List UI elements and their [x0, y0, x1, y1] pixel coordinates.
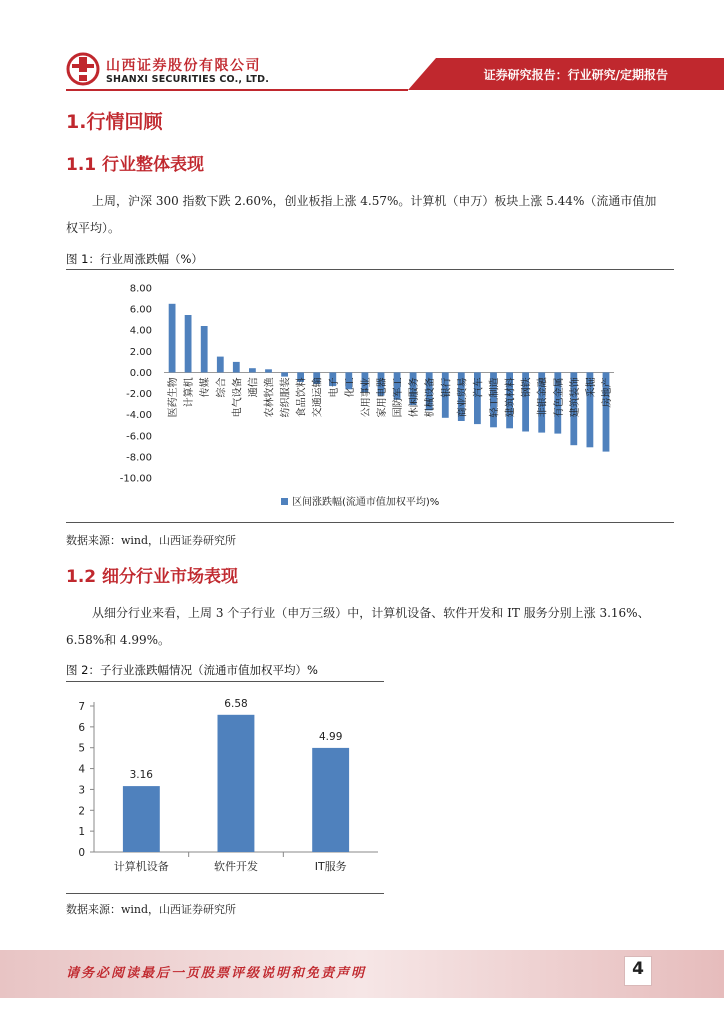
chart1-legend-label: 区间涨跌幅(流通市值加权平均)%: [292, 497, 440, 508]
chart1-xlabel-1: 计算机: [184, 377, 196, 408]
footer-disclaimer: 请务必阅读最后一页股票评级说明和免责声明: [66, 966, 367, 981]
chart1-bar-6: [265, 369, 272, 372]
figure1-title: 图 1：行业周涨跌幅（%）: [66, 252, 203, 266]
chart1-xlabel-12: 公用事业: [360, 377, 372, 418]
company-name-cn: 山西证券股份有限公司: [106, 58, 261, 74]
chart1-xlabel-21: 建筑材料: [505, 377, 517, 418]
figure1-chart: [66, 272, 674, 522]
chart1-xlabel-22: 钢铁: [521, 377, 533, 398]
chart1-xlabel-15: 休闲服务: [409, 377, 421, 418]
figure1-bottom-rule: [66, 522, 674, 523]
chart1-bar-1: [185, 315, 192, 372]
chart1-xlabel-7: 纺织服装: [280, 377, 292, 418]
chart1-ytick-9: -10.00: [119, 473, 152, 485]
figure1-top-rule: [66, 269, 674, 270]
chart2-bar-0: [123, 786, 160, 852]
chart1-xlabel-5: 通信: [248, 377, 260, 398]
chart1-ytick-8: -8.00: [126, 452, 152, 464]
chart2-bar-2: [312, 748, 349, 852]
chart1-xlabel-27: 房地产: [602, 377, 614, 408]
chart2-value-label-1: 6.58: [224, 697, 248, 710]
chart1-xlabel-3: 综合: [216, 377, 228, 398]
paragraph-1-1: 上周，沪深 300 指数下跌 2.60%，创业板指上涨 4.57%。计算机（申万）板块上涨 5.44%（流通市值加权平均）。: [66, 194, 657, 235]
figure2-top-rule: [66, 681, 384, 682]
chart2-ytick-0: 0: [78, 847, 85, 859]
chart1-xlabel-9: 交通运输: [312, 377, 324, 418]
chart1-ytick-6: -4.00: [126, 410, 152, 422]
chart2-xlabel-1: 软件开发: [214, 860, 258, 873]
chart1-bar-0: [169, 304, 176, 373]
figure2-title: 图 2：子行业涨跌幅情况（流通市值加权平均）%: [66, 663, 318, 677]
chart2-xlabel-0: 计算机设备: [113, 860, 169, 873]
chart2-ytick-1: 1: [78, 826, 85, 839]
chart1-ytick-5: -2.00: [126, 389, 152, 401]
chart1-xlabel-25: 建筑装饰: [569, 377, 581, 418]
chart1-xlabel-19: 汽车: [473, 377, 485, 398]
chart1-xlabel-24: 有色金属: [553, 377, 565, 418]
chart2-ytick-3: 3: [78, 784, 85, 797]
chart1-ytick-4: 0.00: [129, 367, 152, 379]
chart1-xlabel-0: 医药生物: [168, 377, 180, 418]
chart1-ytick-2: 4.00: [129, 325, 152, 337]
page-number: 4: [632, 959, 644, 979]
chart2-ytick-5: 5: [78, 742, 85, 755]
chart2-ytick-4: 4: [78, 763, 85, 776]
chart1-ytick-7: -6.00: [126, 431, 152, 443]
figure1-source: 数据来源：wind，山西证券研究所: [66, 534, 237, 547]
chart2-value-label-2: 4.99: [319, 730, 343, 743]
chart1-bar-5: [249, 368, 256, 372]
chart1-bar-4: [233, 362, 240, 373]
chart1-ytick-0: 8.00: [129, 283, 152, 295]
chart1-bar-2: [201, 326, 208, 372]
chart2-ytick-7: 7: [78, 701, 85, 713]
chart1-xlabel-14: 国防军工: [393, 377, 405, 418]
figure2-source: 数据来源：wind，山西证券研究所: [66, 903, 237, 916]
chart2-xlabel-2: IT服务: [314, 860, 347, 873]
chart2-ytick-6: 6: [78, 721, 85, 734]
chart2-value-label-0: 3.16: [129, 769, 153, 782]
report-tag: 证券研究报告：行业研究/定期报告: [483, 68, 668, 82]
chart1-ytick-3: 2.00: [129, 346, 152, 358]
chart1-bar-3: [217, 357, 224, 373]
chart1-xlabel-10: 电子: [328, 377, 340, 398]
chart1-xlabel-6: 农林牧渔: [264, 377, 276, 418]
chart2-bar-1: [218, 715, 255, 852]
chart1-xlabel-26: 采掘: [585, 377, 597, 398]
section-heading-1-2: 1.2 细分行业市场表现: [66, 567, 239, 587]
chart1-xlabel-13: 家用电器: [377, 377, 389, 418]
chart1-xlabel-23: 非银金融: [537, 377, 549, 418]
chart1-xlabel-17: 银行: [441, 377, 453, 398]
header-band: [0, 0, 724, 100]
chart1-legend-swatch: [281, 498, 288, 505]
figure2-chart: [66, 684, 384, 892]
figure2-bottom-rule: [66, 893, 384, 894]
section-heading-1: 1.行情回顾: [66, 111, 163, 133]
chart2-ytick-2: 2: [78, 805, 85, 818]
chart1-bar-7: [281, 372, 288, 376]
company-name-en: SHANXI SECURITIES CO., LTD.: [106, 74, 270, 85]
chart1-xlabel-4: 电气设备: [232, 377, 244, 418]
page-header: [0, 0, 724, 100]
paragraph-1-2: 从细分行业来看，上周 3 个子行业（申万三级）中，计算机设备、软件开发和 IT 服务分别上涨 3.16%、6.58%和 4.99%。: [66, 606, 650, 647]
chart1-ytick-1: 6.00: [129, 304, 152, 316]
chart1-xlabel-2: 传媒: [200, 377, 212, 398]
chart1-xlabel-18: 商业贸易: [457, 377, 469, 418]
chart1-xlabel-16: 机械设备: [425, 377, 437, 418]
section-heading-1-1: 1.1 行业整体表现: [66, 155, 205, 175]
company-logo-icon: [66, 52, 100, 86]
chart1-xlabel-20: 轻工制造: [489, 377, 501, 418]
chart1-xlabel-8: 食品饮料: [296, 377, 308, 418]
chart1-xlabel-11: 化工: [344, 377, 356, 398]
